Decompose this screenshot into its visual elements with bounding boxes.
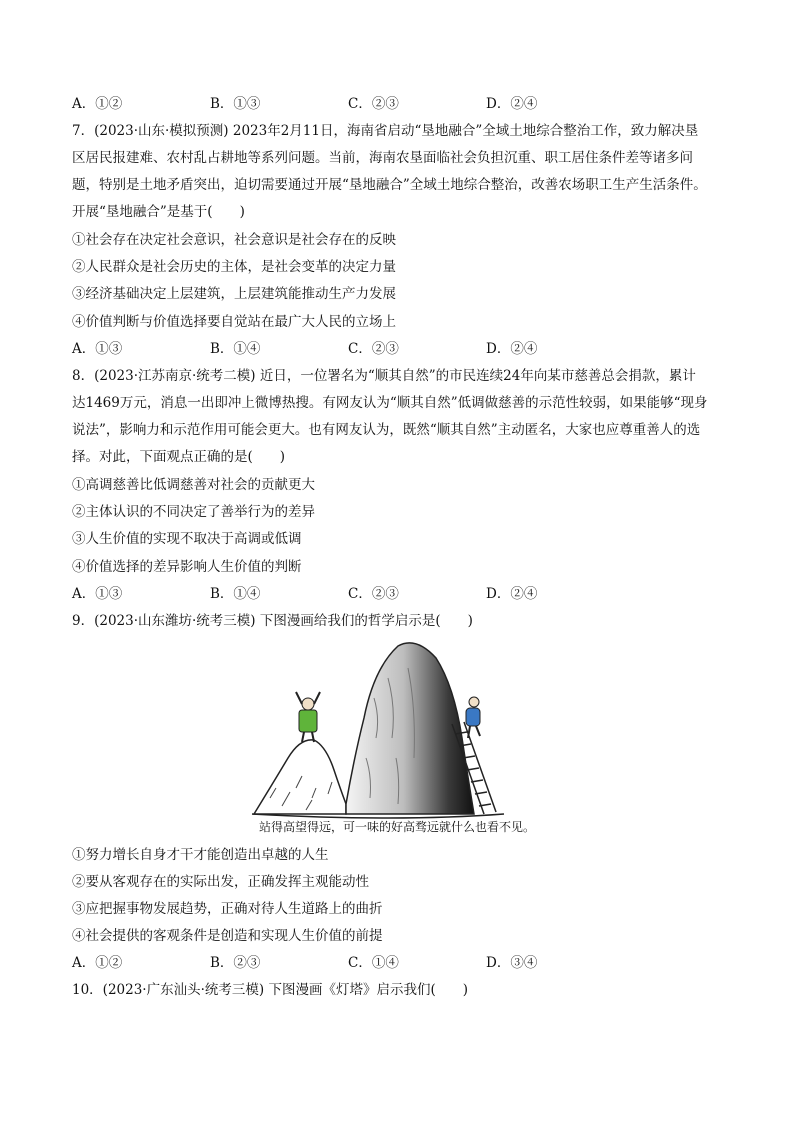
q7-item-4: ④价值判断与价值选择要自觉站在最广大人民的立场上 [72, 314, 396, 330]
q10-stem-line-1: 10．(2023·广东汕头·统考三模) 下图漫画《灯塔》启示我们( ) [72, 982, 468, 998]
q8-option-d[interactable]: D．②④ [486, 586, 538, 602]
tall-mountain [346, 643, 474, 814]
q8-options [72, 584, 692, 604]
q8-item-4: ④价值选择的差异影响人生价值的判断 [72, 559, 302, 575]
q7-stem-line-3: 题，特别是土地矛盾突出，迫切需要通过开展“垦地融合”全域土地综合整治，改善农场职工生产生活条件。 [72, 177, 707, 193]
q8-option-a[interactable]: A．①③ [72, 586, 123, 602]
q8-option-c[interactable]: C．②③ [348, 586, 399, 602]
q8-stem-line-2: 达1469万元，消息一出即冲上微博热搜。有网友认为“顺其自然”低调做慈善的示范性较弱，如果能够“现身 [72, 395, 708, 411]
mountain-comic-illustration [248, 638, 548, 820]
q9-item-1: ①努力增长自身才干才能创造出卓越的人生 [72, 847, 329, 863]
q9-option-a[interactable]: A．①② [72, 955, 123, 971]
comic-caption: 站得高望得远，可一味的好高骛远就什么也看不见。 [258, 820, 535, 834]
small-hill [254, 740, 346, 814]
q8-item-2: ②主体认识的不同决定了善举行为的差异 [72, 504, 315, 520]
q9-stem-line-1: 9．(2023·山东潍坊·统考三模) 下图漫画给我们的哲学启示是( ) [72, 613, 473, 629]
q7-stem-line-1: 7．(2023·山东·模拟预测) 2023年2月11日，海南省启动“垦地融合”全域土地综合整治工作，致力解决垦 [72, 123, 699, 139]
q9-item-2: ②要从客观存在的实际出发，正确发挥主观能动性 [72, 874, 369, 890]
q9-option-b[interactable]: B．②③ [210, 955, 261, 971]
q8-item-3: ③人生价值的实现不取决于高调或低调 [72, 531, 302, 547]
q6-option-c[interactable]: C．②③ [348, 96, 399, 112]
q9-option-d[interactable]: D．③④ [486, 955, 538, 971]
q9-item-3: ③应把握事物发展趋势，正确对待人生道路上的曲折 [72, 901, 383, 917]
q7-option-b[interactable]: B．①④ [210, 341, 261, 357]
q9-item-4: ④社会提供的客观条件是创造和实现人生价值的前提 [72, 928, 383, 944]
q8-stem-line-1: 8．(2023·江苏南京·统考二模) 近日，一位署名为“顺其自然”的市民连续24年向某市慈善总会捐款，累计 [72, 368, 696, 384]
q7-stem-line-4: 开展“垦地融合”是基于( ) [72, 204, 245, 220]
q9-options [72, 953, 692, 973]
q7-item-3: ③经济基础决定上层建筑，上层建筑能推动生产力发展 [72, 286, 396, 302]
q7-item-2: ②人民群众是社会历史的主体，是社会变革的决定力量 [72, 259, 396, 275]
q8-stem-line-3: 说法”，影响力和示范作用可能会更大。也有网友认为，既然“顺其自然”主动匿名，大家也应尊重善人的选 [72, 422, 701, 438]
q7-option-a[interactable]: A．①③ [72, 341, 123, 357]
q6-option-b[interactable]: B．①③ [210, 96, 261, 112]
q8-item-1: ①高调慈善比低调慈善对社会的贡献更大 [72, 477, 315, 493]
q7-option-c[interactable]: C．②③ [348, 341, 399, 357]
standing-man-figure [296, 692, 320, 742]
q7-stem-line-2: 区居民报建难、农村乱占耕地等系列问题。当前，海南农垦面临社会负担沉重、职工居住条件差等诸多问 [72, 150, 693, 166]
q9-option-c[interactable]: C．①④ [348, 955, 399, 971]
q7-options [72, 339, 692, 359]
q6-options [72, 94, 692, 114]
q6-option-a[interactable]: A．①② [72, 96, 123, 112]
q7-item-1: ①社会存在决定社会意识，社会意识是社会存在的反映 [72, 232, 396, 248]
q8-stem-line-4: 择。对此，下面观点正确的是( ) [72, 449, 286, 465]
climber-figure [466, 697, 480, 738]
q8-option-b[interactable]: B．①④ [210, 586, 261, 602]
q6-option-d[interactable]: D．②④ [486, 96, 538, 112]
q7-option-d[interactable]: D．②④ [486, 341, 538, 357]
